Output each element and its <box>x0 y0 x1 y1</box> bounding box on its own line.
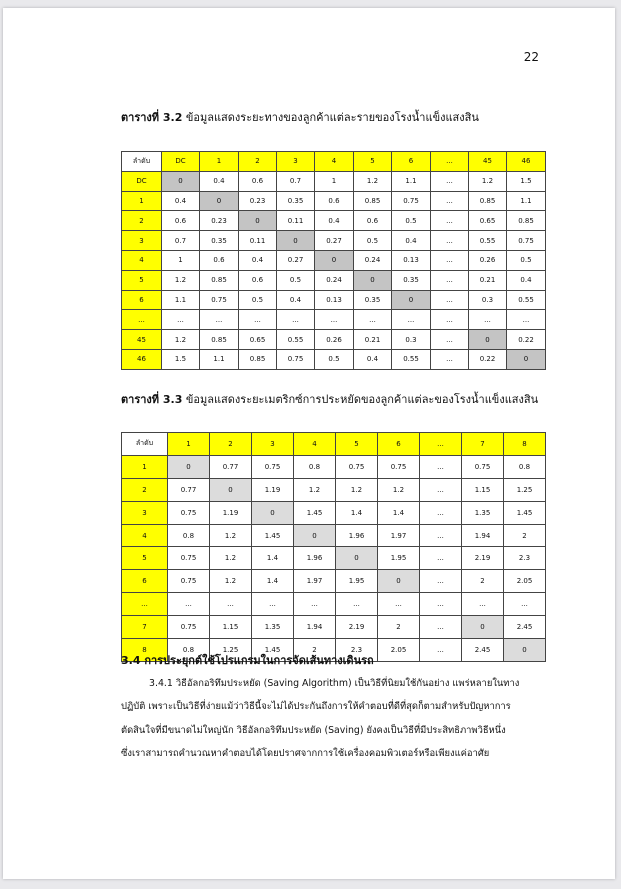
table-cell: ... <box>431 231 469 251</box>
table-cell: 0.6 <box>162 211 200 231</box>
table-cell: 1.97 <box>294 570 336 593</box>
table-cell: ... <box>431 270 469 290</box>
savings-matrix-table <box>121 432 546 662</box>
table-header-row <box>122 433 546 456</box>
table-cell: 1.1 <box>507 191 546 211</box>
table-cell: 1.1 <box>162 290 200 310</box>
table-cell: 0.21 <box>469 270 507 290</box>
paragraph-line: ตัดสินใจที่มีขนาดไม่ใหญ่นัก วิธีอัลกอริทึมประหยัด (Saving) ยังคงเป็นวิธีที่มีประสิทธิภาพวิธีหนึ่ง <box>121 724 506 736</box>
column-header: 5 <box>336 433 378 456</box>
table-cell: 0.55 <box>277 330 315 350</box>
table-cell: 0.75 <box>200 290 239 310</box>
table-cell: ... <box>469 310 507 330</box>
table-cell: 0.13 <box>315 290 354 310</box>
table-cell: 0.75 <box>168 501 210 524</box>
table-cell: 1.4 <box>336 501 378 524</box>
table-cell: 0 <box>239 211 277 231</box>
row-header: 4 <box>122 524 168 547</box>
column-header: 3 <box>277 152 315 172</box>
table-cell: 1.4 <box>252 570 294 593</box>
table-cell: 0.5 <box>277 270 315 290</box>
table-row <box>122 524 546 547</box>
table-row <box>122 171 546 191</box>
row-header: 46 <box>122 349 162 369</box>
table-cell: 0 <box>200 191 239 211</box>
table-cell: 0.4 <box>162 191 200 211</box>
table-cell: 0.26 <box>315 330 354 350</box>
table-cell: 2.05 <box>504 570 546 593</box>
table-cell: 0.24 <box>354 250 392 270</box>
table-cell: 0 <box>462 616 504 639</box>
table-cell: 1.94 <box>294 616 336 639</box>
table-cell: 0.6 <box>239 270 277 290</box>
table-header-row <box>122 152 546 172</box>
table-cell: 0.11 <box>277 211 315 231</box>
paragraph-line: 3.4.1 วิธีอัลกอริทึมประหยัด (Saving Algorithm) เป็นวิธีที่นิยมใช้กันอย่าง แพร่หลายในทาง <box>149 678 520 689</box>
table-cell: ... <box>420 478 462 501</box>
table-cell: 2.19 <box>462 547 504 570</box>
table-cell: 2 <box>462 570 504 593</box>
table-cell: 0.5 <box>507 250 546 270</box>
row-header: 1 <box>122 455 168 478</box>
table-cell: 1.5 <box>507 171 546 191</box>
column-header: 1 <box>168 433 210 456</box>
table-row <box>122 349 546 369</box>
table-cell: 0.6 <box>239 171 277 191</box>
table-cell: ... <box>420 570 462 593</box>
table-cell: 2.19 <box>336 616 378 639</box>
table-row <box>122 250 546 270</box>
table-cell: ... <box>420 639 462 662</box>
table-cell: 1.2 <box>294 478 336 501</box>
table-cell: 0.13 <box>392 250 431 270</box>
table-cell: ... <box>378 593 420 616</box>
table-cell: 0.5 <box>315 349 354 369</box>
document-page <box>3 8 615 879</box>
table-cell: ... <box>354 310 392 330</box>
table-cell: 0.85 <box>507 211 546 231</box>
table-cell: 1.45 <box>252 524 294 547</box>
table-row <box>122 211 546 231</box>
row-header: 5 <box>122 270 162 290</box>
column-header: 6 <box>392 152 431 172</box>
row-header: 1 <box>122 191 162 211</box>
table-cell: ... <box>294 593 336 616</box>
paragraph-line: ปฏิบัติ เพราะเป็นวิธีที่ง่ายแม้ว่าวิธีนี้จะไม่ได้ประกันถึงการให้คำตอบที่ดีที่สุดก็ตามสำหรับปัญหาการ <box>121 701 511 713</box>
table-3-2-title: ข้อมูลแสดงระยะทางของลูกค้าแต่ละรายของโรงน้ำแข็งแสงสิน <box>185 111 479 124</box>
section-paragraph <box>121 672 549 766</box>
row-header: DC <box>122 171 162 191</box>
table-cell: 0.3 <box>469 290 507 310</box>
table-cell: 2.45 <box>462 639 504 662</box>
table-cell: ... <box>210 593 252 616</box>
row-header: 3 <box>122 501 168 524</box>
table-row <box>122 330 546 350</box>
table-cell: 0.4 <box>239 250 277 270</box>
table-3-2-caption <box>121 108 479 126</box>
row-header: 2 <box>122 211 162 231</box>
table-row <box>122 270 546 290</box>
row-header: ... <box>122 310 162 330</box>
table-cell: 1 <box>162 250 200 270</box>
table-cell: ... <box>277 310 315 330</box>
table-cell: 0.27 <box>277 250 315 270</box>
table-cell: 0.4 <box>277 290 315 310</box>
table-cell: ... <box>162 310 200 330</box>
table-cell: 0.6 <box>200 250 239 270</box>
table-cell: ... <box>392 310 431 330</box>
table-row <box>122 547 546 570</box>
column-header: DC <box>162 152 200 172</box>
table-cell: 1.25 <box>210 639 252 662</box>
table-cell: 2.3 <box>336 639 378 662</box>
table-cell: 2.05 <box>378 639 420 662</box>
table-cell: 0 <box>469 330 507 350</box>
table-row <box>122 478 546 501</box>
table-cell: 1.2 <box>210 570 252 593</box>
column-header: 46 <box>507 152 546 172</box>
table-cell: 1.45 <box>294 501 336 524</box>
table-cell: 0.75 <box>507 231 546 251</box>
table-cell: 0.85 <box>354 191 392 211</box>
table-cell: 1.1 <box>392 171 431 191</box>
table-cell: 1.2 <box>210 547 252 570</box>
table-row <box>122 290 546 310</box>
table-cell: 0.75 <box>168 616 210 639</box>
table-cell: 0.75 <box>168 570 210 593</box>
table-cell: ... <box>507 310 546 330</box>
table-cell: ... <box>252 593 294 616</box>
table-row <box>122 191 546 211</box>
table-cell: 0.35 <box>392 270 431 290</box>
table-cell: 1.45 <box>504 501 546 524</box>
table-cell: 0.85 <box>469 191 507 211</box>
row-header: 4 <box>122 250 162 270</box>
column-header: ... <box>431 152 469 172</box>
table-cell: 0.21 <box>354 330 392 350</box>
table-cell: 0.23 <box>200 211 239 231</box>
table-cell: ... <box>431 191 469 211</box>
column-header: ลำดับ <box>122 152 162 172</box>
table-3-2-label: ตารางที่ 3.2 <box>121 111 183 124</box>
table-cell: 0.3 <box>392 330 431 350</box>
table-cell: 0 <box>336 547 378 570</box>
table-cell: 0 <box>168 455 210 478</box>
column-header: ... <box>420 433 462 456</box>
table-cell: 0 <box>277 231 315 251</box>
table-3-3-label: ตารางที่ 3.3 <box>121 393 183 406</box>
table-cell: 1.19 <box>210 501 252 524</box>
column-header: 4 <box>315 152 354 172</box>
table-cell: 0.65 <box>239 330 277 350</box>
table-cell: 0.75 <box>277 349 315 369</box>
table-3-3-title: ข้อมูลแสดงระยะเมตริกซ์การประหยัดของลูกค้าแต่ละของโรงน้ำแข็งแสงสิน <box>185 393 539 406</box>
table-cell: 0.22 <box>469 349 507 369</box>
table-cell: ... <box>420 455 462 478</box>
table-row <box>122 616 546 639</box>
table-cell: 0.75 <box>462 455 504 478</box>
table-cell: 1.96 <box>336 524 378 547</box>
distance-table <box>121 151 546 370</box>
table-cell: 0.6 <box>354 211 392 231</box>
table-cell: 2.3 <box>504 547 546 570</box>
table-cell: 1.94 <box>462 524 504 547</box>
table-cell: 0 <box>315 250 354 270</box>
table-row <box>122 310 546 330</box>
table-cell: 0.77 <box>210 455 252 478</box>
column-header: 2 <box>239 152 277 172</box>
table-cell: ... <box>431 211 469 231</box>
table-cell: ... <box>239 310 277 330</box>
table-cell: ... <box>420 593 462 616</box>
table-cell: 0 <box>504 639 546 662</box>
table-cell: 0 <box>354 270 392 290</box>
table-cell: 1.1 <box>200 349 239 369</box>
table-cell: 0.55 <box>507 290 546 310</box>
table-cell: 1.2 <box>210 524 252 547</box>
table-cell: 1.35 <box>252 616 294 639</box>
table-cell: 1.15 <box>462 478 504 501</box>
table-cell: ... <box>336 593 378 616</box>
table-cell: 1.15 <box>210 616 252 639</box>
table-cell: 0.77 <box>168 478 210 501</box>
table-cell: 2.45 <box>504 616 546 639</box>
table-cell: 2 <box>504 524 546 547</box>
table-cell: 0.4 <box>354 349 392 369</box>
row-header: 2 <box>122 478 168 501</box>
table-row <box>122 455 546 478</box>
table-cell: 0.8 <box>168 639 210 662</box>
table-cell: 0.35 <box>277 191 315 211</box>
table-cell: ... <box>420 616 462 639</box>
table-cell: ... <box>431 349 469 369</box>
table-cell: 0.4 <box>315 211 354 231</box>
column-header: 1 <box>200 152 239 172</box>
table-cell: 0.5 <box>392 211 431 231</box>
table-3-3-caption <box>121 390 538 408</box>
table-cell: 1.95 <box>336 570 378 593</box>
table-cell: 0.35 <box>200 231 239 251</box>
table-cell: ... <box>431 171 469 191</box>
table-cell: 0.85 <box>200 330 239 350</box>
table-cell: 1.4 <box>378 501 420 524</box>
table-cell: 0.85 <box>239 349 277 369</box>
table-cell: 0.7 <box>277 171 315 191</box>
table-cell: 1.2 <box>354 171 392 191</box>
table-cell: 0.75 <box>392 191 431 211</box>
table-cell: 0.26 <box>469 250 507 270</box>
table-cell: 1.2 <box>378 478 420 501</box>
table-cell: 1.35 <box>462 501 504 524</box>
table-row <box>122 593 546 616</box>
table-cell: 0.75 <box>168 547 210 570</box>
column-header: 8 <box>504 433 546 456</box>
column-header: ลำดับ <box>122 433 168 456</box>
section-title: 3.4 การประยุกต์ใช้โปรแกรมในการจัดเส้นทางเดินรถ <box>121 654 374 667</box>
table-cell: 0.7 <box>162 231 200 251</box>
table-cell: 0.5 <box>354 231 392 251</box>
row-header: 8 <box>122 639 168 662</box>
column-header: 6 <box>378 433 420 456</box>
table-cell: 0.65 <box>469 211 507 231</box>
table-cell: ... <box>431 290 469 310</box>
table-cell: 0.22 <box>507 330 546 350</box>
table-cell: 0.24 <box>315 270 354 290</box>
table-cell: 1.5 <box>162 349 200 369</box>
table-cell: ... <box>420 501 462 524</box>
table-cell: ... <box>431 250 469 270</box>
column-header: 45 <box>469 152 507 172</box>
table-row <box>122 570 546 593</box>
table-cell: ... <box>504 593 546 616</box>
table-cell: 0.27 <box>315 231 354 251</box>
column-header: 3 <box>252 433 294 456</box>
table-cell: ... <box>431 310 469 330</box>
table-cell: 0 <box>392 290 431 310</box>
table-cell: 0.75 <box>378 455 420 478</box>
table-cell: 2 <box>378 616 420 639</box>
table-cell: 0.5 <box>239 290 277 310</box>
row-header: 6 <box>122 290 162 310</box>
table-cell: 0 <box>162 171 200 191</box>
table-cell: ... <box>462 593 504 616</box>
table-cell: 0 <box>210 478 252 501</box>
paragraph-line: ซึ่งเราสามารถคำนวณหาคำตอบได้โดยปราศจากการใช้เครื่องคอมพิวเตอร์หรือเพียงแค่อาศัย <box>121 748 490 760</box>
row-header: 3 <box>122 231 162 251</box>
table-cell: 0.75 <box>336 455 378 478</box>
row-header: ... <box>122 593 168 616</box>
table-cell: 0.55 <box>469 231 507 251</box>
table-cell: 0.8 <box>504 455 546 478</box>
table-cell: ... <box>420 524 462 547</box>
row-header: 6 <box>122 570 168 593</box>
table-cell: 1.96 <box>294 547 336 570</box>
table-cell: ... <box>200 310 239 330</box>
table-cell: 1.2 <box>336 478 378 501</box>
table-row <box>122 501 546 524</box>
table-row <box>122 231 546 251</box>
row-header: 5 <box>122 547 168 570</box>
table-cell: 0.23 <box>239 191 277 211</box>
table-cell: 1.2 <box>162 330 200 350</box>
table-cell: ... <box>168 593 210 616</box>
page-number: 22 <box>523 50 539 64</box>
table-cell: 1.2 <box>162 270 200 290</box>
table-cell: 0 <box>252 501 294 524</box>
table-cell: 1.19 <box>252 478 294 501</box>
table-cell: 2 <box>294 639 336 662</box>
column-header: 2 <box>210 433 252 456</box>
table-cell: ... <box>315 310 354 330</box>
table-cell: 1.2 <box>469 171 507 191</box>
table-cell: 1 <box>315 171 354 191</box>
table-cell: 0 <box>378 570 420 593</box>
table-cell: 0.8 <box>294 455 336 478</box>
column-header: 5 <box>354 152 392 172</box>
table-cell: 0.35 <box>354 290 392 310</box>
table-cell: 0 <box>294 524 336 547</box>
table-cell: ... <box>420 547 462 570</box>
table-cell: 1.95 <box>378 547 420 570</box>
table-cell: 0.6 <box>315 191 354 211</box>
table-cell: 1.97 <box>378 524 420 547</box>
table-cell: 0.4 <box>392 231 431 251</box>
table-cell: 0.4 <box>200 171 239 191</box>
table-cell: 0.55 <box>392 349 431 369</box>
row-header: 45 <box>122 330 162 350</box>
column-header: 4 <box>294 433 336 456</box>
table-cell: ... <box>431 330 469 350</box>
table-cell: 1.4 <box>252 547 294 570</box>
table-cell: 0.11 <box>239 231 277 251</box>
table-cell: 1.45 <box>252 639 294 662</box>
table-cell: 0.85 <box>200 270 239 290</box>
table-cell: 1.25 <box>504 478 546 501</box>
table-cell: 0.4 <box>507 270 546 290</box>
table-cell: 0.75 <box>252 455 294 478</box>
row-header: 7 <box>122 616 168 639</box>
column-header: 7 <box>462 433 504 456</box>
table-cell: 0 <box>507 349 546 369</box>
table-cell: 0.8 <box>168 524 210 547</box>
